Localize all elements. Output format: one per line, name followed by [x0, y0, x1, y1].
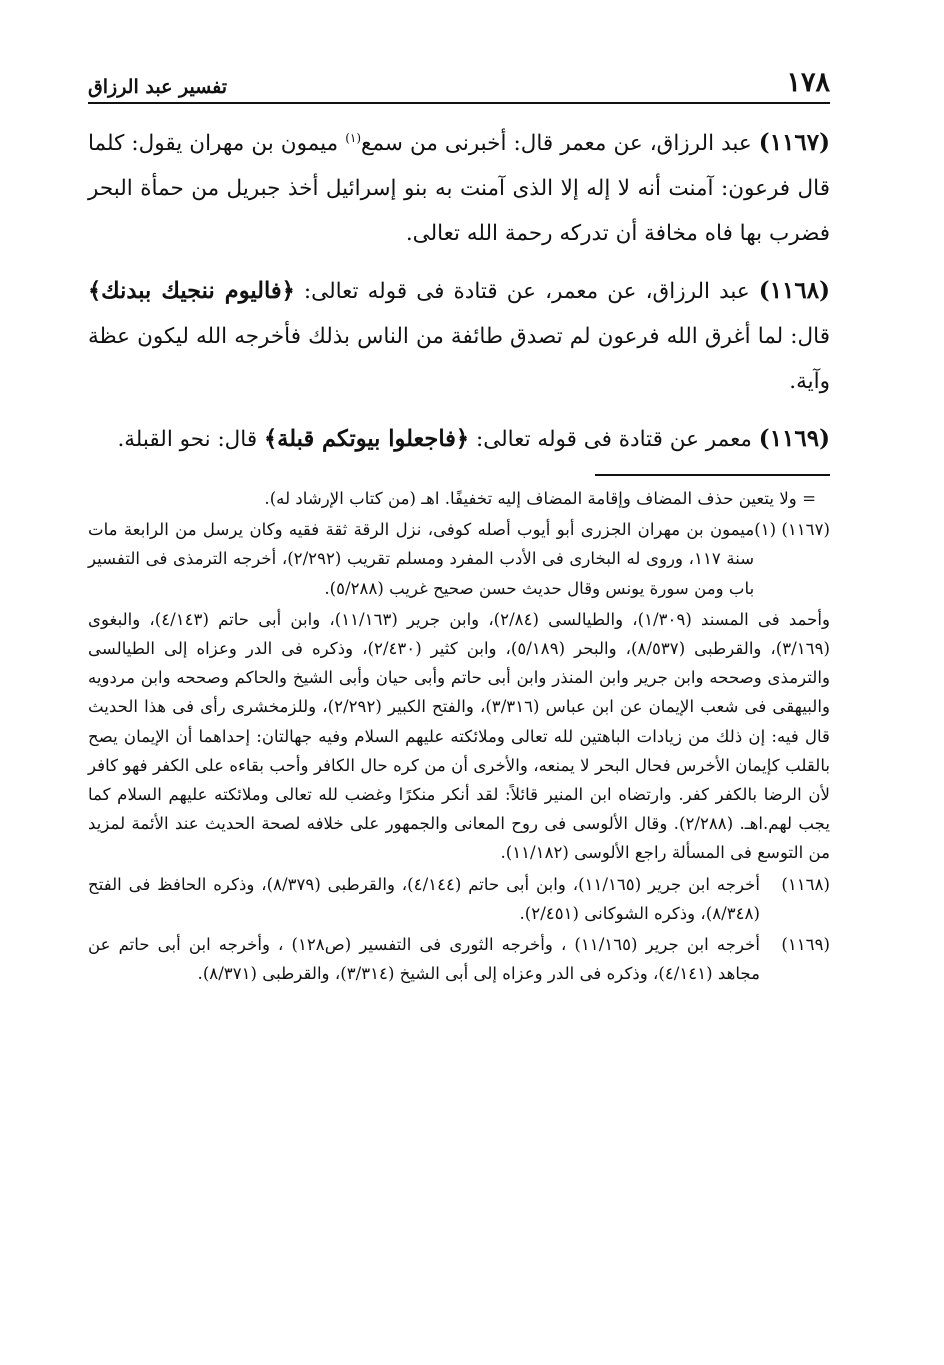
entry-text: قال: لما أغرق الله فرعون لم تصدق طائفة من الناس بذلك فأخرجه الله ليكون عظة وآية.: [88, 324, 830, 394]
footnote-paragraph: أخرجه ابن جرير (١١/١٦٥) ، وأخرجه الثورى فى التفسير (ص١٢٨) ، وأخرجه ابن أبى حاتم عن مجاهد (٤/١٤١)، وذكره فى الدر وعزاه إلى أبى الشيخ (٣/٣١٤)، والقرطبى (٨/٣٧١).: [88, 935, 760, 984]
entry-1168: [88, 268, 830, 404]
footnote-1168: [88, 870, 830, 930]
entry-text: عبد الرزاق، عن معمر، عن قتادة فى قوله تعالى:: [303, 279, 750, 304]
quran-verse: ﴿فاليوم ننجيك ببدنك﴾: [88, 278, 295, 304]
book-page: [88, 60, 830, 990]
entry-number: (١١٦٩): [758, 425, 830, 452]
footnote-marker: (١١٦٩): [781, 935, 830, 955]
footnote-marker: (١١٦٨): [781, 874, 830, 894]
page-number: ١٧٨: [786, 67, 830, 98]
entry-text: عبد الرزاق، عن معمر قال: أخبرنى من سمع: [361, 131, 752, 156]
footnote-continuation: = ولا يتعين حذف المضاف وإقامة المضاف إليه تخفيفًا. اهـ (من كتاب الإرشاد له).: [264, 489, 816, 508]
footnote-1169: [88, 930, 830, 990]
entry-1169: [88, 416, 830, 462]
footnote-marker: (١١٦٧) (١): [754, 520, 830, 540]
entry-1167: [88, 120, 830, 256]
footnote-paragraph: ميمون بن مهران الجزرى أبو أيوب أصله كوفى، نزل الرقة ثقة فقيه وكان يرسل من الرابعة مات سنة ١١٧، وروى له البخارى فى الأدب المفرد ومسلم تقريب (٢/٢٩٢)، أخرجه الترمذى فى التفسير باب ومن سورة يونس وقال حديث حسن صحيح غريب (٥/٢٨٨).: [88, 520, 755, 598]
entry-text: قال: نحو القبلة.: [117, 427, 258, 452]
book-title: تفسير عبد الرزاق: [88, 76, 228, 98]
entry-number: (١١٦٨): [758, 277, 830, 304]
footnote-divider: [595, 474, 830, 476]
entry-number: (١١٦٧): [758, 129, 830, 156]
footnote-body: [88, 930, 760, 990]
entry-text: ميمون بن مهران يقول: كلما قال فرعون: آمنت أنه لا إله إلا الذى آمنت به بنو إسرائيل أخذ جبريل من حمأة البحر فضرب بها فاه مخافة أن تدركه رحمة الله تعالى.: [88, 131, 830, 246]
footnote-paragraph: أخرجه ابن جرير (١١/١٦٥)، وابن أبى حاتم (٤/١٤٤)، والقرطبى (٨/٣٧٩)، وذكره الحافظ فى الفتح (٨/٣٤٨)، وذكره الشوكانى (٢/٤٥١).: [88, 874, 760, 923]
footnotes-section: [88, 484, 830, 990]
entry-text: معمر عن قتادة فى قوله تعالى:: [475, 427, 752, 452]
footnote-paragraph: وأحمد فى المسند (١/٣٠٩)، والطيالسى (٢/٨٤)، وابن جرير (١١/١٦٣)، وابن أبى حاتم (٤/١٤٣)، والبغوى (٣/١٦٩)، والقرطبى (٨/٥٣٧)، والبحر (٥/١٨٩)، وابن كثير (٢/٤٣٠)، وذكره فى الدر وعزاه إلى الطيالسى والترمذى وصححه وابن جرير وابن المنذر وابن أبى حاتم وأبى حيان وأبى الشيخ والحاكم وصححه وابن مردويه والبيهقى فى شعب الإيمان عن ابن عباس (٣/٣١٦)، والفتح الكبير (٢/٢٩٢)، وللزمخشرى رأى فى هذا الحديث قال فيه: إن ذلك من زيادات الباهتين لله تعالى وملائكته عليهم السلام وفيه جهالتان: إحداهما أن الإيمان يصح بالقلب كإيمان الأخرس فحال البحر لا يمنعه، والأخرى أن من كره حال الكافر وأحب بقاءه على الكفر فهو كافر لأن الرضا بالكفر كفر. وارتضاه ابن المنير قائلاً: لقد أنكر منكرًا وغضب لله تعالى وملائكته عليهم السلام كما يجب لهم.اهـ. (٢/٢٨٨). وقال الألوسى فى روح المعانى والجمهور على خلافه لصحة الحديث عند الأئمة لمزيد من التوسع فى المسألة راجع الألوسى (١١/١٨٢).: [88, 609, 830, 863]
main-text: [88, 120, 830, 462]
footnote-body: [88, 515, 754, 605]
running-header: [88, 60, 830, 104]
quran-verse: ﴿فاجعلوا بيوتكم قبلة﴾: [263, 426, 470, 452]
footnote-reference: (١): [345, 130, 362, 145]
footnote-body: [88, 870, 760, 930]
footnote-1167: [88, 515, 830, 605]
